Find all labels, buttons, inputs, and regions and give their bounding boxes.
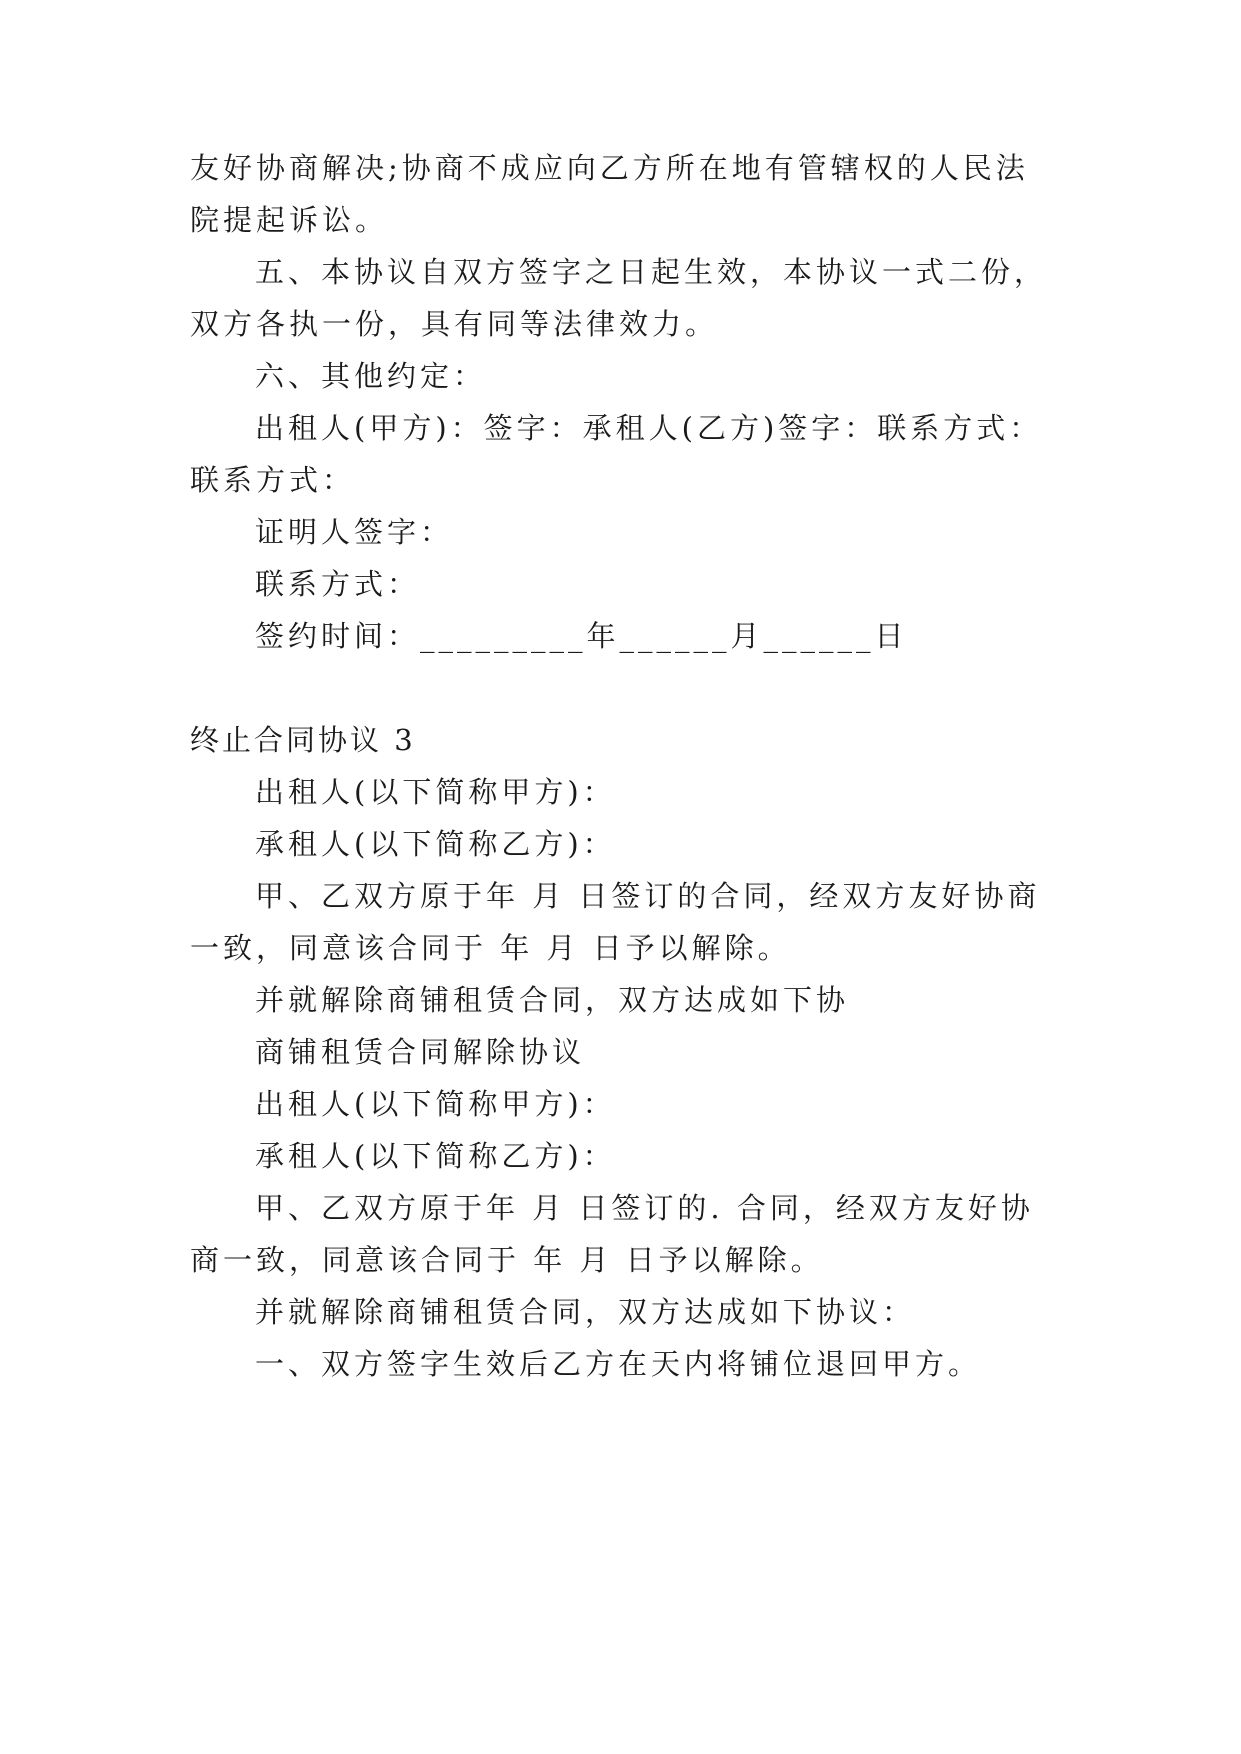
paragraph-line: 承租人(以下简称乙方)：: [255, 827, 616, 861]
clause-six: 六、其他约定：: [255, 359, 487, 393]
paragraph-line: 商一致，同意该合同于 年 月 日予以解除。: [190, 1243, 824, 1277]
clause-five-line: 双方各执一份，具有同等法律效力。: [190, 307, 719, 341]
clause-five-line: 五、本协议自双方签字之日起生效，本协议一式二份，: [255, 255, 1048, 289]
paragraph-line: 承租人(以下简称乙方)：: [255, 1139, 616, 1173]
paragraph-line: 友好协商解决;协商不成应向乙方所在地有管辖权的人民法: [190, 151, 1029, 185]
paragraph-line: 出租人(以下简称甲方)：: [255, 775, 616, 809]
section-title: 终止合同协议 3: [190, 723, 416, 757]
paragraph-line: 甲、乙双方原于年 月 日签订的合同，经双方友好协商: [255, 879, 1041, 913]
paragraph-line: 并就解除商铺租赁合同，双方达成如下协议：: [255, 1295, 916, 1329]
signature-line: 出租人(甲方)：签字：承租人(乙方)签字：联系方式：: [255, 411, 1043, 445]
contact-info: 联系方式：: [255, 567, 421, 601]
signature-line: 联系方式：: [190, 463, 356, 497]
paragraph-line: 出租人(以下简称甲方)：: [255, 1087, 616, 1121]
paragraph-line: 院提起诉讼。: [190, 203, 389, 237]
signing-date: 签约时间：_________年______月______日: [255, 619, 908, 653]
paragraph-line: 商铺租赁合同解除协议: [255, 1035, 586, 1069]
paragraph-line: 一、双方签字生效后乙方在天内将铺位退回甲方。: [255, 1347, 982, 1381]
paragraph-line: 并就解除商铺租赁合同，双方达成如下协: [255, 983, 850, 1017]
witness-signature: 证明人签字：: [255, 515, 454, 549]
paragraph-line: 甲、乙双方原于年 月 日签订的. 合同，经双方友好协: [255, 1191, 1034, 1225]
paragraph-line: 一致，同意该合同于 年 月 日予以解除。: [190, 931, 791, 965]
